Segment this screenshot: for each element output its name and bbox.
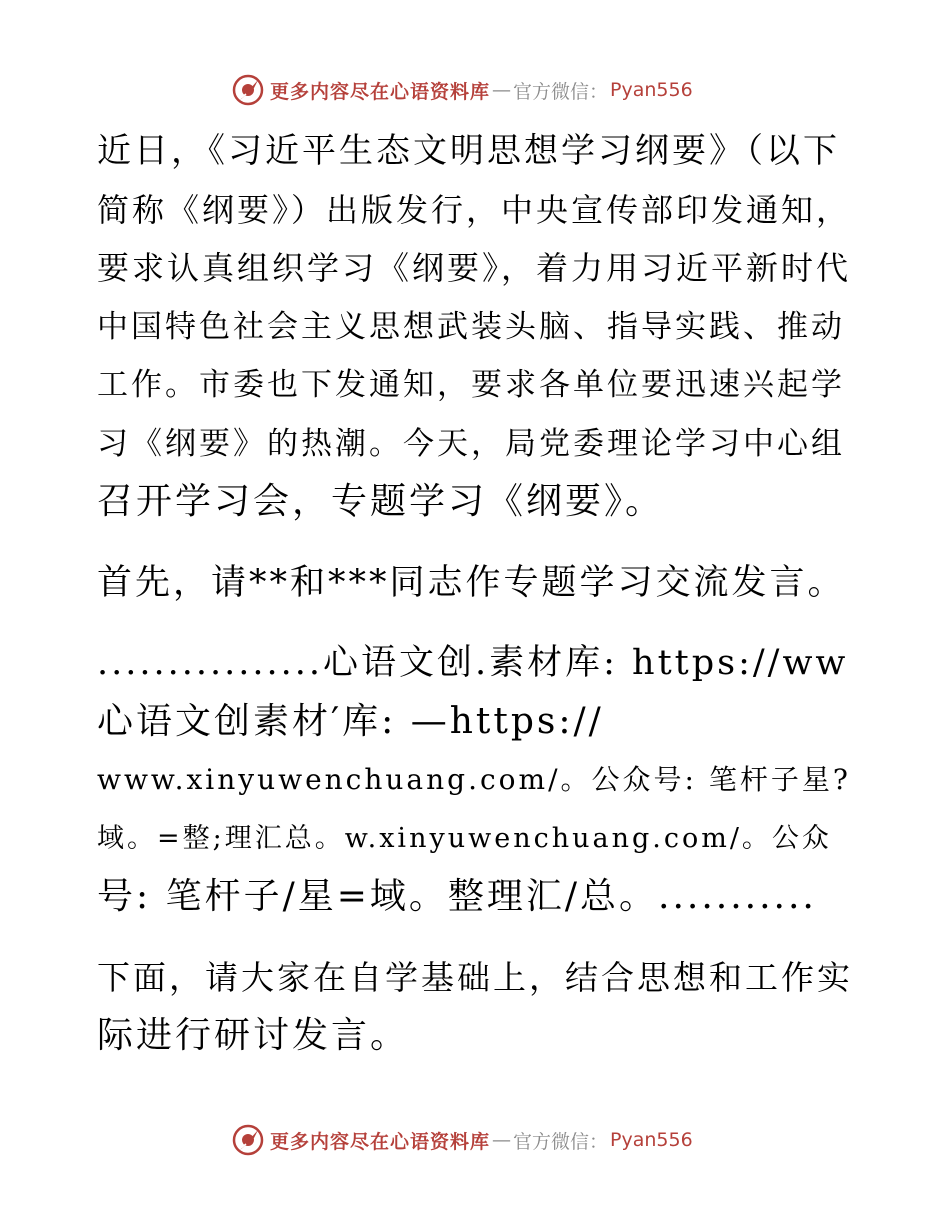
text-line: 号: 笔杆子/星=域。整理汇/总。........... (97, 876, 817, 917)
paragraph-discussion (97, 949, 853, 1066)
banner-separator: — (492, 1129, 512, 1151)
text-line: www.xinyuwenchuang.com/。公众号: 笔杆子星? (97, 763, 851, 796)
paragraph-gap (97, 612, 853, 634)
banner-slogan: 更多内容尽在心语资料库 (270, 80, 491, 103)
text-line: 际进行研讨发言。 (97, 1015, 410, 1056)
document-body (97, 122, 853, 1066)
text-line: 中国特色社会主义思想武装头脑、指导实践、推动 (97, 308, 845, 345)
banner-wechat-id: Pyan556 (610, 79, 693, 101)
text-line: 域。=整;理汇总。w.xinyuwenchuang.com/。公众 (97, 822, 832, 854)
paragraph-intro (97, 122, 853, 532)
footer-banner (232, 1122, 693, 1158)
header-banner (232, 72, 693, 108)
text-line: 心语文创素材′库: —https:// (97, 700, 604, 742)
text-line: 近日，《习近平生态文明思想学习纲要》（以下 (97, 131, 840, 171)
text-line: 要求认真组织学习《纲要》，着力用习近平新时代 (97, 249, 852, 287)
banner-slogan: 更多内容尽在心语资料库 (270, 1130, 491, 1153)
text-line: ................心语文创.素材库: https://ww (97, 643, 849, 683)
banner-wechat-label: 官方微信： (513, 80, 609, 103)
text-line: 工作。市委也下发通知，要求各单位要迅速兴起学 (97, 367, 845, 403)
quill-logo-icon (232, 1124, 264, 1156)
banner-wechat-id: Pyan556 (610, 1129, 693, 1151)
paragraph-watermark-text (97, 634, 853, 927)
text-line: 习《纲要》的热潮。今天，局党委理论学习中心组 (97, 425, 845, 462)
text-line: 首先，请**和***同志作专题学习交流发言。 (97, 562, 846, 603)
text-line: 简称《纲要》）出版发行，中央宣传部印发通知， (97, 190, 852, 229)
text-line: 下面，请大家在自学基础上，结合思想和工作实 (97, 957, 853, 997)
paragraph-gap (97, 532, 853, 554)
paragraph-gap (97, 927, 853, 949)
paragraph-first-speakers (97, 554, 853, 613)
text-line: 召开学习会，专题学习《纲要》。 (97, 481, 665, 522)
banner-wechat-label: 官方微信： (513, 1130, 609, 1153)
banner-separator: — (492, 79, 512, 101)
quill-logo-icon (232, 74, 264, 106)
